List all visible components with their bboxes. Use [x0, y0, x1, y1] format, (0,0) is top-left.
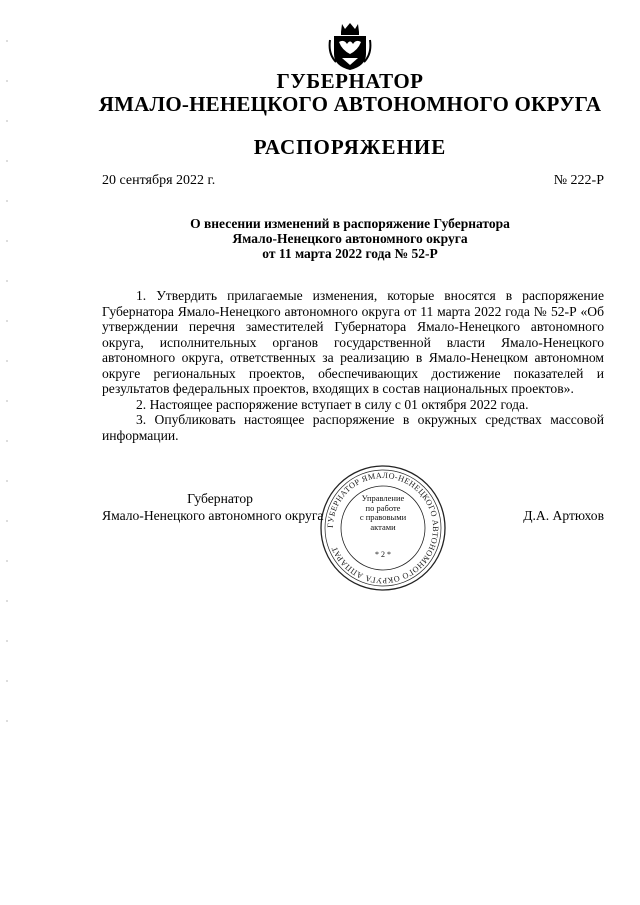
signature-title: Губернатор [187, 491, 253, 506]
paragraph-3: 3. Опубликовать настоящее распоряжение в окружных средствах массовой информации. [102, 412, 604, 443]
document-title-line-2: Ямало-Ненецкого автономного округа [232, 231, 468, 246]
document-title-line-3: от 11 марта 2022 года № 52-Р [262, 246, 438, 261]
svg-text:ГУБЕРНАТОР ЯМАЛО-НЕНЕЦКОГО АВТ: ГУБЕРНАТОР ЯМАЛО-НЕНЕЦКОГО АВТОНОМНОГО ОКРУГА АППАРАТ [325, 470, 441, 586]
signature-name: Д.А. Артюхов [523, 508, 604, 523]
document-date: 20 сентября 2022 г. [102, 173, 216, 188]
header-governor: ГУБЕРНАТОР [276, 69, 424, 93]
scan-edge-marks [6, 40, 8, 760]
document-title-line-1: О внесении изменений в распоряжение Губернатора [190, 216, 510, 231]
paragraph-2: 2. Настоящее распоряжение вступает в силу с 01 октября 2022 года. [136, 396, 529, 412]
header-region: ЯМАЛО-НЕНЕЦКОГО АВТОНОМНОГО ОКРУГА [98, 92, 602, 116]
document-number: № 222-Р [553, 173, 604, 188]
paragraph-1: 1. Утвердить прилагаемые изменения, которые вносятся в распоряжение Губернатора Ямало-Ненецкого автономного округа от 11 марта 2022 года № 52-Р «Об утверждении перечня заместителей Губернатора Ямало-Ненецкого автономного округа, исполнительных органов государственной власти Ямало-Ненецкого автономного округа, ответственных за реализацию в Ямало-Ненецком автономном округе региональных проектов, обеспечивающих достижение показателей и результатов федеральных проектов, входящих в состав национальных проектов». [102, 288, 604, 396]
stamp-center-text: Управление по работе с правовыми актами * 2 * [344, 494, 422, 560]
coat-of-arms-icon [328, 20, 372, 72]
signature-org: Ямало-Ненецкого автономного округа [102, 508, 324, 523]
document-type: РАСПОРЯЖЕНИЕ [253, 135, 447, 159]
document-body [102, 288, 604, 443]
stamp-number: * 2 * [375, 550, 391, 559]
